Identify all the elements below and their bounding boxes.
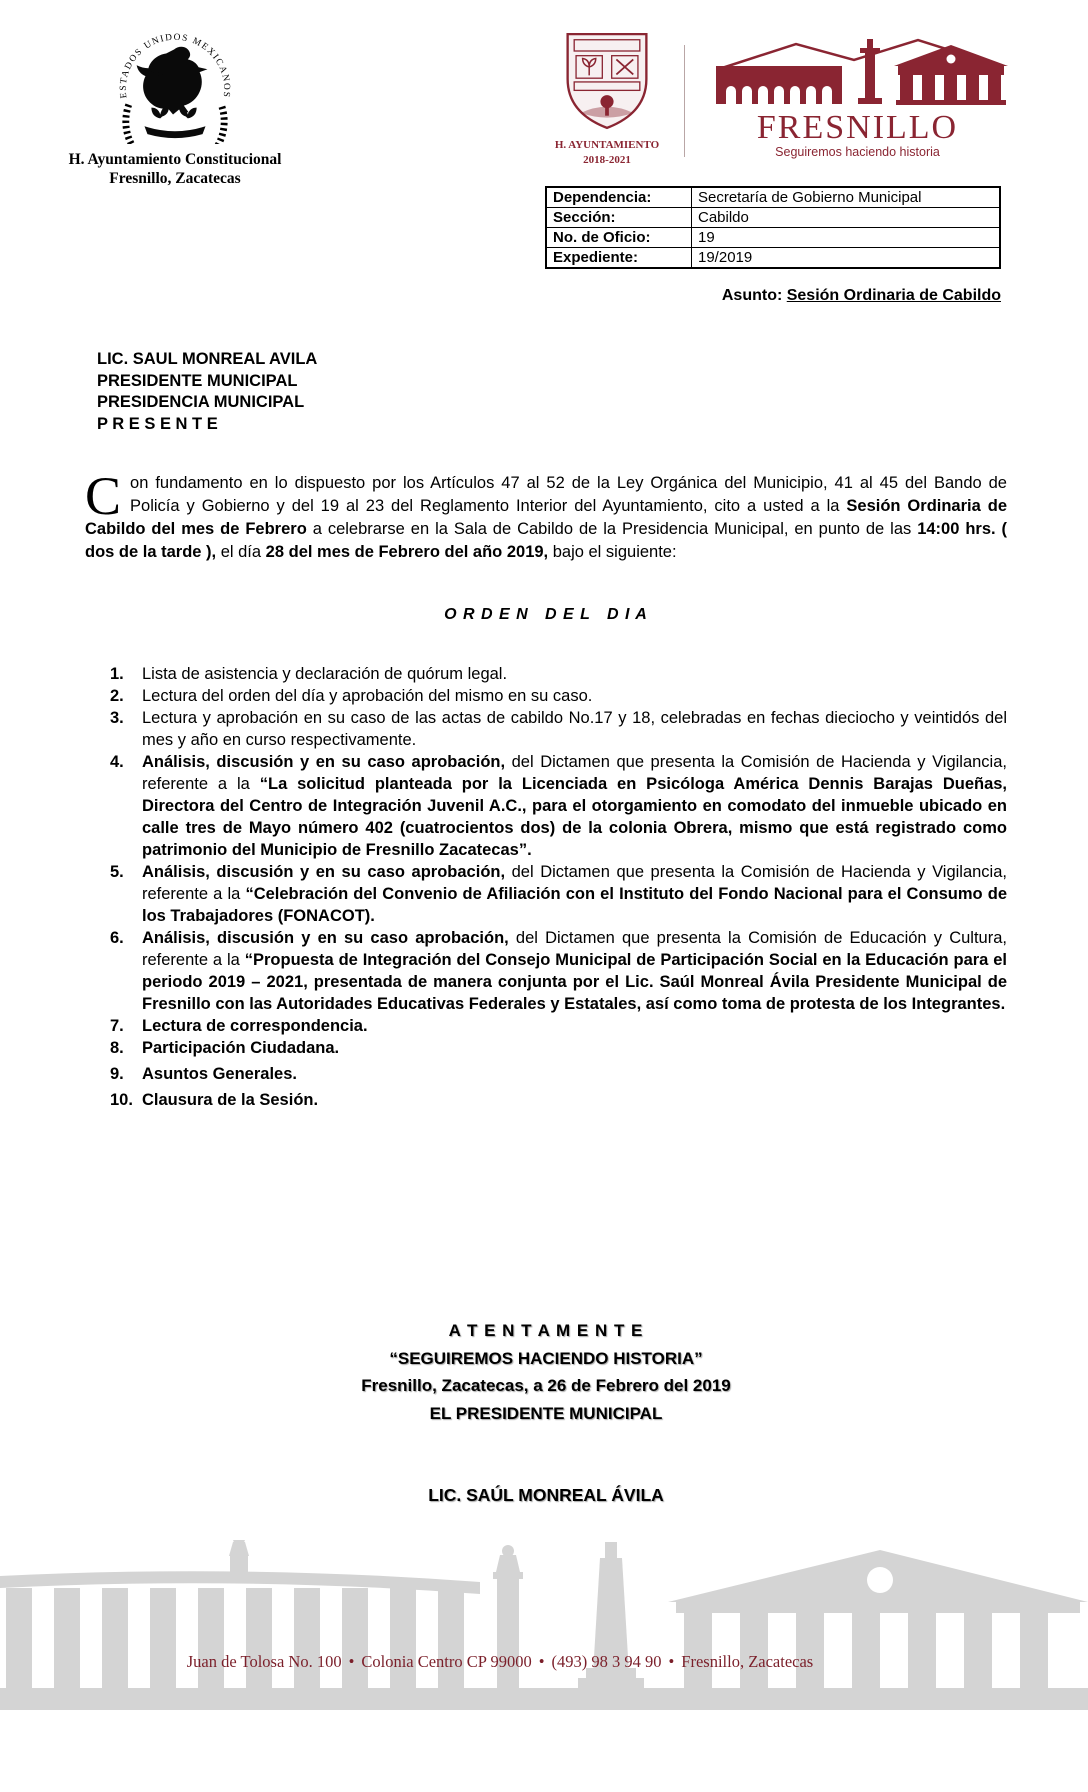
item-bold-segment: “Celebración del Convenio de Afiliación con el Instituto del Fondo Nacional para el Consumo de los Trabajadores (FONACOT). <box>142 885 1007 925</box>
addressee-title: PRESIDENTE MUNICIPAL <box>97 371 298 390</box>
item-text: Clausura de la Sesión. <box>142 1091 319 1109</box>
brand-tagline: Seguiremos haciendo historia <box>775 145 940 159</box>
item-number: 10. <box>110 1091 133 1109</box>
body-text: bajo el siguiente: <box>548 543 677 561</box>
seal-caption-line2: Fresnillo, Zacatecas <box>109 170 241 187</box>
bullet-separator: • <box>538 1652 545 1671</box>
bullet-separator: • <box>348 1652 355 1671</box>
table-row <box>546 208 1000 228</box>
fresnillo-skyline-icon <box>708 36 1008 108</box>
item-regular-segment: del Dictamen que presenta la Comisión de Hacienda y Vigilancia, referente a la <box>142 753 1007 793</box>
item-bold-segment: Análisis, discusión y en su caso aprobación, <box>142 863 506 881</box>
dependencia-value: Secretaría de Gobierno Municipal <box>692 187 1001 208</box>
item-text <box>142 751 1007 861</box>
logo-divider <box>684 45 685 157</box>
item-regular-segment: del Dictamen que presenta la Comisión de Hacienda y Vigilancia, referente a la <box>142 863 1007 903</box>
closing-block <box>85 1317 1007 1427</box>
agenda-item-7 <box>110 1015 1007 1037</box>
footer-phone: (493) 98 3 94 90 <box>551 1652 662 1671</box>
seal-ring-text: ESTADOS UNIDOS MEXICANOS <box>118 32 232 99</box>
signature-name: LIC. SAÚL MONREAL ÁVILA <box>428 1485 664 1505</box>
footer-address-line <box>0 1652 1000 1672</box>
item-number: 9. <box>110 1065 124 1083</box>
agenda-item-2 <box>110 685 1007 707</box>
addressee-office: PRESIDENCIA MUNICIPAL <box>97 393 305 411</box>
fresnillo-brand-block <box>705 36 1010 159</box>
item-number: 7. <box>110 1017 124 1035</box>
closing-salutation: A T E N T A M E N T E <box>448 1321 644 1340</box>
item-text: Participación Ciudadana. <box>142 1039 340 1057</box>
body-text: a celebrarse en la Sala de Cabildo de la Presidencia Municipal, en punto de las <box>306 520 918 538</box>
closing-dateline: Fresnillo, Zacatecas, a 26 de Febrero del 2019 <box>361 1376 731 1395</box>
item-number: 2. <box>110 687 124 705</box>
item-bold-segment: “Propuesta de Integración del Consejo Municipal de Participación Social en la Educación para el periodo 2019 – 2021, presentada de manera conjunta por el Lic. Saúl Monreal Ávila Presidente Municipal de Fresnillo con las Autoridades Educativas Federales y Estatales, así como toma de protesta de los Integrantes. <box>142 951 1007 1013</box>
seccion-value: Cabildo <box>692 208 1001 228</box>
expediente-value: 19/2019 <box>692 248 1001 269</box>
seccion-label: Sección: <box>546 208 692 228</box>
brand-wordmark: FRESNILLO <box>756 109 959 146</box>
subject-label: Asunto: <box>721 287 787 304</box>
agenda-item-9 <box>110 1063 1007 1085</box>
office-info-table <box>545 186 1001 269</box>
drop-cap: C <box>85 466 122 526</box>
item-number: 6. <box>110 929 124 947</box>
addressee-block <box>97 349 317 435</box>
item-text: Lectura y aprobación en su caso de las actas de cabildo No.17 y 18, celebradas en fechas dieciocho y veintidós del mes y año en curso respectivamente. <box>142 709 1007 749</box>
item-number: 4. <box>110 753 124 771</box>
expediente-label: Expediente: <box>546 248 692 269</box>
addressee-presente: P R E S E N T E <box>97 414 218 433</box>
footer-neighborhood: Colonia Centro CP 99000 <box>361 1652 532 1671</box>
body-paragraph <box>85 466 1008 564</box>
bullet-separator: • <box>668 1652 675 1671</box>
addressee-name: LIC. SAUL MONREAL AVILA <box>97 350 318 368</box>
body-bold: 14:00 hrs. ( dos de la tarde ), <box>85 520 1008 561</box>
mexico-coat-of-arms-icon <box>111 22 239 144</box>
table-row <box>546 248 1000 269</box>
item-number: 1. <box>110 665 124 683</box>
agenda-item-5 <box>110 861 1007 927</box>
body-bold: Sesión Ordinaria de Cabildo del mes de Febrero <box>85 497 1007 538</box>
dependencia-label: Dependencia: <box>546 187 692 208</box>
closing-slogan: “SEGUIREMOS HACIENDO HISTORIA” <box>389 1348 703 1368</box>
agenda-item-10 <box>110 1089 1007 1111</box>
agenda-item-1 <box>110 663 1007 685</box>
crest-caption-line2: 2018-2021 <box>583 154 631 166</box>
item-bold-segment: Análisis, discusión y en su caso aprobación, <box>142 929 509 947</box>
item-number: 8. <box>110 1039 124 1057</box>
agenda-item-6 <box>110 927 1007 1015</box>
table-row <box>546 187 1000 208</box>
body-text: el día <box>216 543 266 561</box>
fresnillo-monuments-silhouette <box>0 1540 1088 1715</box>
item-bold-segment: “La solicitud planteada por la Licenciada en Psicóloga América Dennis Barajas Dueñas, Directora del Centro de Integración Juvenil A.C., para el otorgamiento en comodato del inmueble ubicado en calle tres de Mayo número 402 (cuatrocientos dos) de la colonia Obrera, mismo que está registrado como patrimonio del Municipio de Fresnillo Zacatecas”. <box>142 775 1008 859</box>
ayuntamiento-crest-icon <box>562 30 652 132</box>
item-number: 3. <box>110 709 124 727</box>
national-seal-block <box>50 22 300 187</box>
item-text: Lista de asistencia y declaración de quórum legal. <box>142 665 508 683</box>
item-bold-segment: Análisis, discusión y en su caso aprobación, <box>142 753 506 771</box>
seal-caption-line1: H. Ayuntamiento Constitucional <box>68 151 282 168</box>
agenda-item-4 <box>110 751 1007 861</box>
agenda-title: O R D E N D E L D I A <box>444 606 648 623</box>
body-bold: 28 del mes de Febrero del año 2019, <box>265 543 549 561</box>
item-text: Lectura de correspondencia. <box>142 1017 368 1035</box>
crest-caption-line1: H. AYUNTAMIENTO <box>554 139 660 151</box>
subject-line <box>500 287 1001 305</box>
municipal-crest-block <box>537 30 677 167</box>
footer-city: Fresnillo, Zacatecas <box>681 1652 814 1671</box>
agenda-item-3 <box>110 707 1007 751</box>
item-text: Lectura del orden del día y aprobación del mismo en su caso. <box>142 687 593 705</box>
item-text <box>142 927 1007 1015</box>
body-text: on fundamento en lo dispuesto por los Artículos 47 al 52 de la Ley Orgánica del Municipio, 41 al 45 del Bando de Policía y Gobierno y del 19 al 23 del Reglamento Interior del Ayuntamiento, cito a usted a la <box>130 474 1007 515</box>
agenda-list <box>110 663 1007 1111</box>
agenda-item-8 <box>110 1037 1007 1059</box>
closing-role: EL PRESIDENTE MUNICIPAL <box>429 1403 663 1423</box>
table-row <box>546 228 1000 248</box>
footer-street: Juan de Tolosa No. 100 <box>186 1652 342 1671</box>
item-number: 5. <box>110 863 124 881</box>
item-regular-segment: del Dictamen que presenta la Comisión de Educación y Cultura, referente a la <box>142 929 1007 969</box>
oficio-label: No. de Oficio: <box>546 228 692 248</box>
item-text <box>142 861 1007 927</box>
subject-value: Sesión Ordinaria de Cabildo <box>786 287 1001 304</box>
oficio-value: 19 <box>692 228 1001 248</box>
item-text: Asuntos Generales. <box>142 1065 297 1083</box>
